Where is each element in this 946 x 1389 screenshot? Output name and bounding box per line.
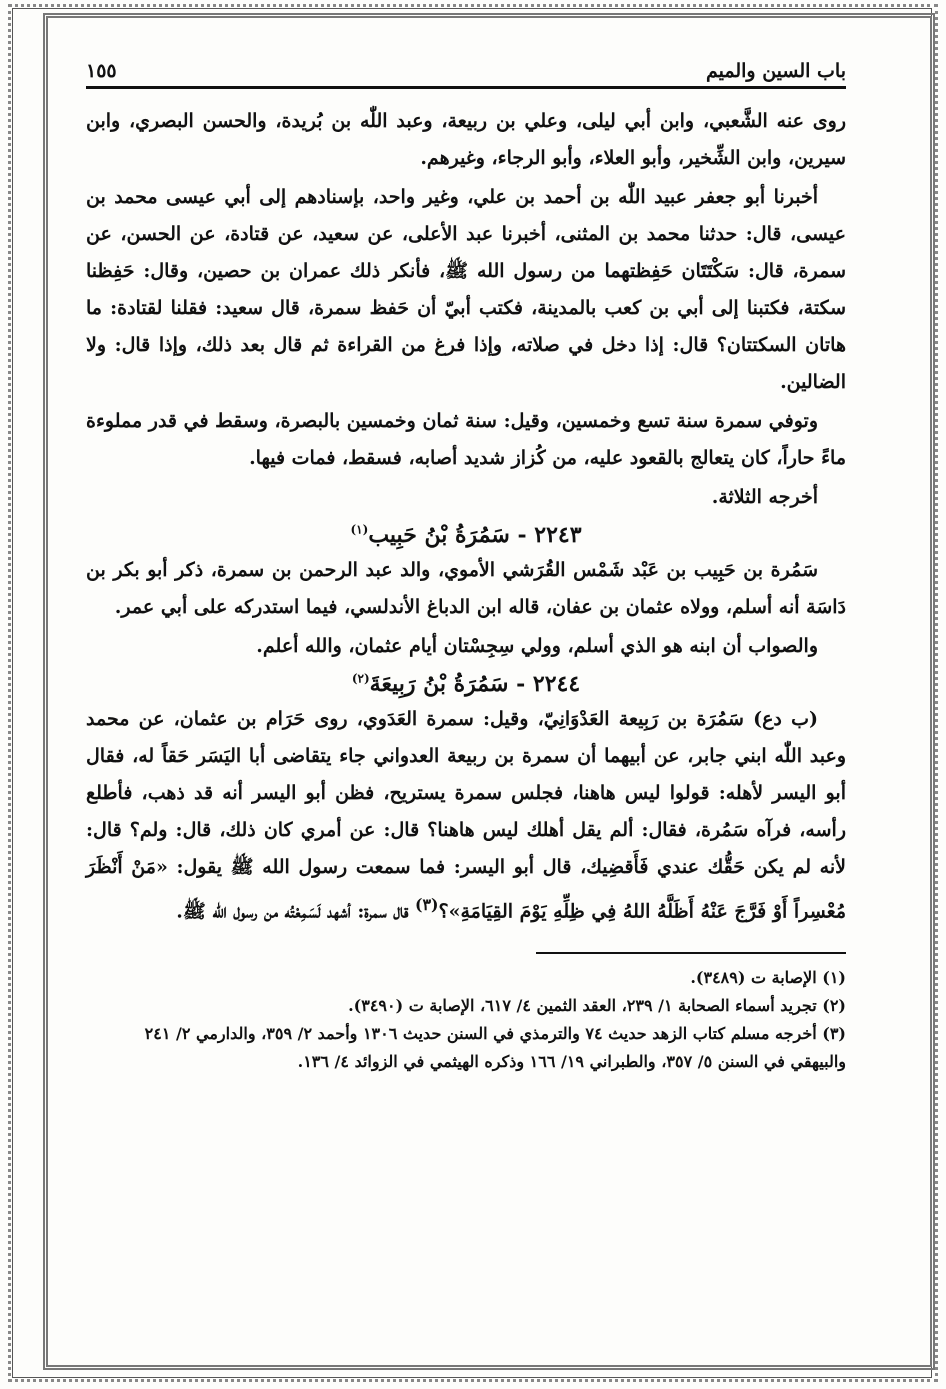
paragraph-narrators: روى عنه الشَّعبي، وابن أبي ليلى، وعلي بن ربيعة، وعبد اللّٰه بن بُريدة، والحسن البصري، وابن سيرين، وابن الشِّخير، وأبو العلاء، وأبو الرجاء، وغيرهم.: [86, 110, 846, 169]
paragraph-samura-rabia-text: (ب دع) سَمُرَة بن رَبِيعة العَدْوَانِيّ، وقيل: سمرة العَدَوي، روى حَرَام بن عثمان، عن محمد وعبد اللّٰه ابني جابر، عن أبيهما أن سمرة بن ربيعة العدواني جاء يتقاضى أبا اليَسَر حَقاً له، فقال أبو اليسر لأهله: قولوا ليس هاهنا، فجلس سمرة يستريح، فظن أبو اليسر أنه قد ذهب، فأطلع رأسه، فرآه سَمُرة، فقال: ألم يقل أهلك ليس هاهنا؟ قال: عن أمري كان ذلك، قال: ولم؟ قال: لأنه لم يكن حَقُّك عندي فَأَقضِيك، قال أبو اليسر: فما سمعت رسول الله ﷺ يقول: «مَنْ أَنْظَرَ مُعْسِراً أَوْ فَرَّجَ عَنْهُ أَظَلَّهُ اللهُ فِي ظِلِّهِ يَوْمَ القِيَامَةِ»؟: [86, 708, 846, 923]
paragraph-correction: والصواب أن ابنه هو الذي أسلم، وولي سِجِسْتان أيام عثمان، والله أعلم.: [256, 635, 818, 657]
running-header: [86, 58, 846, 89]
page-number: ١٥٥: [86, 60, 117, 82]
paragraph-death: وتوفي سمرة سنة تسع وخمسين، وقيل: سنة ثمان وخمسين بالبصرة، وسقط في قدر مملوءة ماءً حاراً، كان يتعالج بالقعود عليه، من كُزاز شديد أصابه، فسقط، فمات فيها.: [86, 410, 846, 469]
footnote-ref-3: (٣): [415, 895, 439, 914]
footnote-3: (٣) أخرجه مسلم كتاب الزهد حديث ٧٤ والترمذي في السنن حديث ١٣٠٦ وأحمد ٢/ ٣٥٩، والدارمي ٢/ ٢٤١ والبيهقي في السنن ٥/ ٣٥٧، والطبراني ١٩/ ١٦٦ وذكره الهيثمي في الزوائد ٤/ ١٣٦.: [144, 1024, 846, 1072]
entry-heading-2243: [86, 522, 846, 548]
paragraph-samura-rabia-tail: قال سمرة: أشهد لَسَمِعْتُه من رسول الله ﷺ.: [176, 900, 416, 923]
page-content: [86, 58, 846, 1338]
entry-heading-2244-text: ٢٢٤٤ - سَمُرَةُ بْنُ رَبِيعَةَ: [369, 671, 581, 697]
footnote-separator: [536, 952, 846, 954]
footnote-2: (٢) تجريد أسماء الصحابة ١/ ٢٣٩، العقد الثمين ٤/ ٦١٧، الإصابة ت (٣٤٩٠).: [348, 996, 846, 1016]
footnotes: [86, 964, 846, 1076]
main-text: [86, 103, 846, 930]
paragraph-hadith-chain: أخبرنا أبو جعفر عبيد اللّٰه بن أحمد بن علي، وغير واحد، بإسنادهم إلى أبي عيسى محمد بن عيسى، قال: حدثنا محمد بن المثنى، أخبرنا عبد الأعلى، عن سعيد، عن قتادة، عن الحسن، عن سمرة، قال: سَكْتَتَان حَفِظتهما من رسول الله ﷺ، فأنكر ذلك عمران بن حصين، وقال: حَفِظنا سكتة، فكتبنا إلى أبي بن كعب بالمدينة، فكتب أبيّ أن حَفظ سمرة، قال سعيد: فقلنا لقتادة: ما هاتان السكتتان؟ قال: إذا دخل في صلاته، وإذا فرغ من القراءة ثم قال بعد ذلك، وإذا قال: ولا الضالين.: [86, 186, 846, 393]
paragraph-samura-rabia: [86, 701, 846, 930]
footnote-ref-1: (١): [350, 522, 369, 537]
paragraph-samura-habib: سَمُرة بن حَبِيب بن عَبْد شَمْس القُرَشي الأموي، والد عبد الرحمن بن سمرة، ذكر أبو بكر بن دَاسَة أنه أسلم، وولاه عثمان بن عفان، قاله ابن الدباغ الأندلسي، فيما استدركه على أبي عمر.: [86, 559, 846, 618]
entry-heading-2243-text: ٢٢٤٣ - سَمُرَةُ بْنُ حَبِيب: [368, 522, 582, 548]
running-title: باب السين والميم: [705, 60, 846, 82]
footnote-ref-2: (٢): [351, 671, 370, 686]
footnote-1: (١) الإصابة ت (٣٤٨٩).: [690, 968, 846, 988]
entry-heading-2244: [86, 671, 846, 697]
paragraph-takhrij: أخرجه الثلاثة.: [711, 486, 818, 508]
